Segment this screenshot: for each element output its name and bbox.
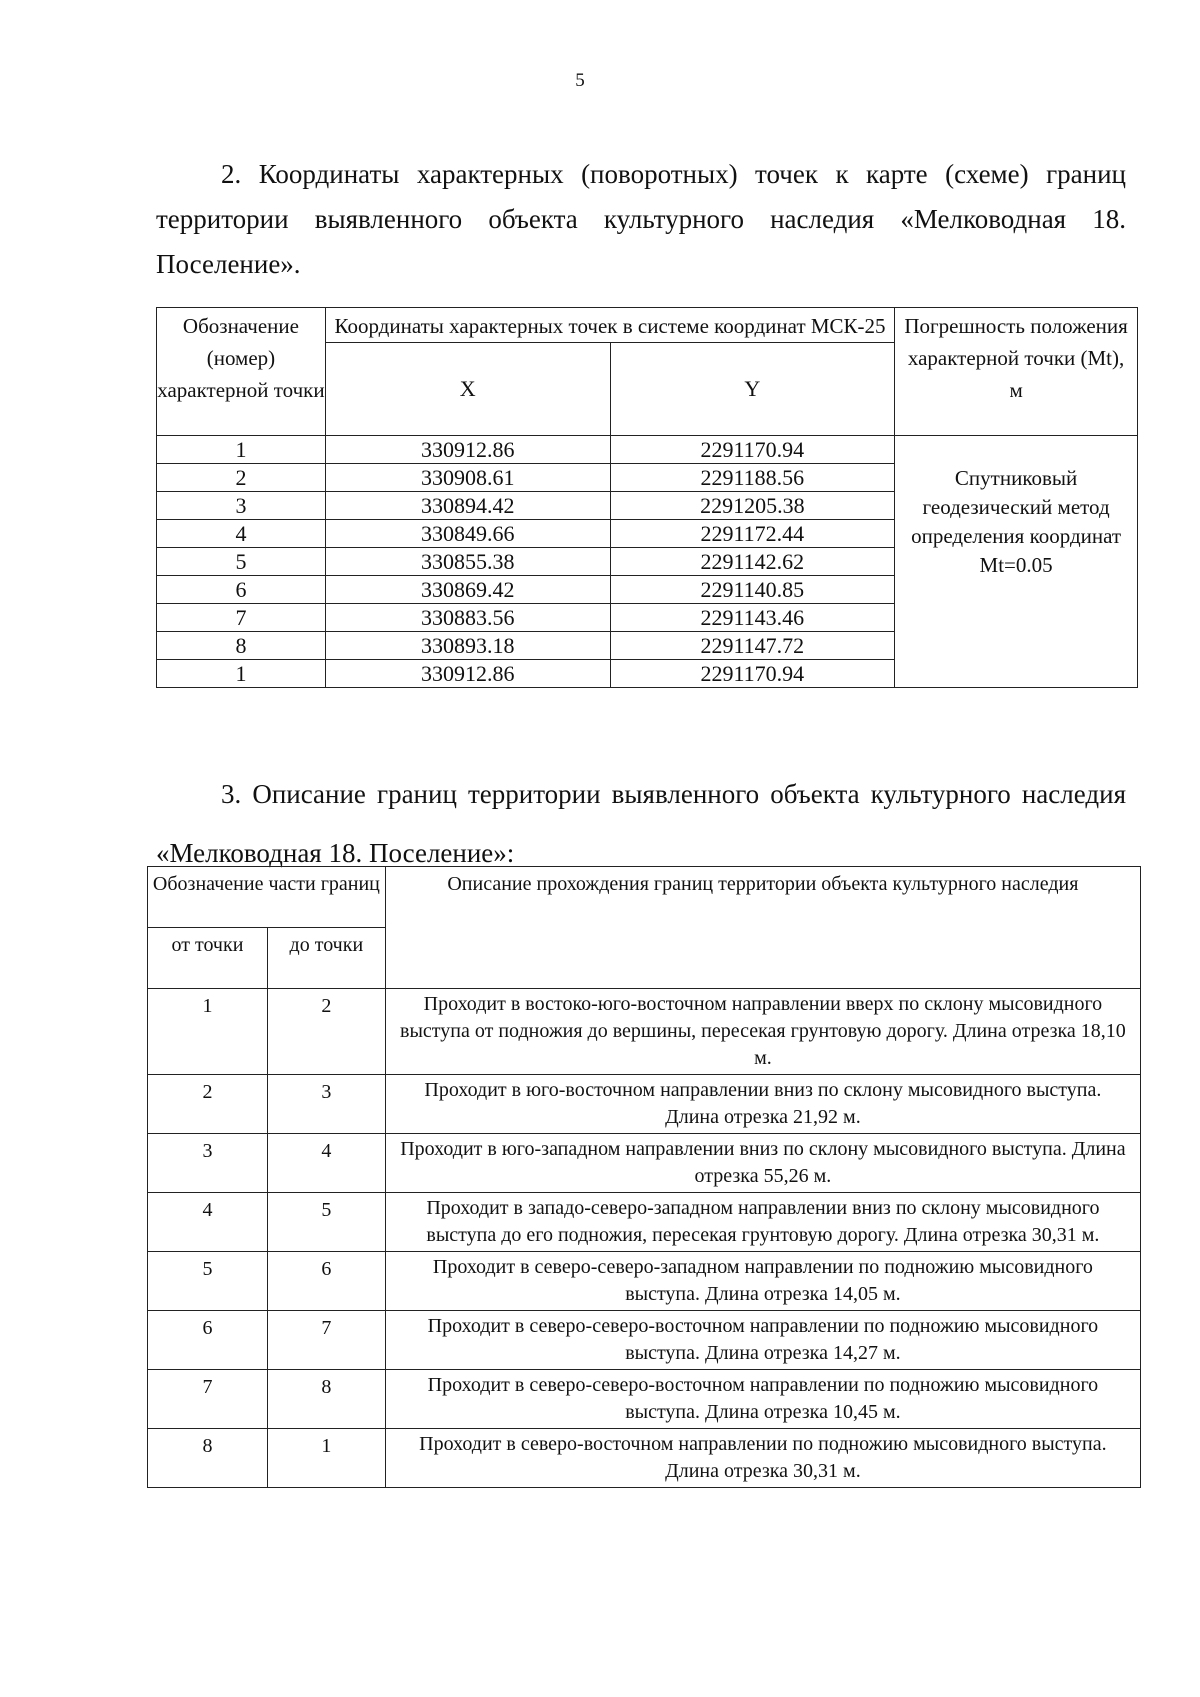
coord-x: 330912.86 (325, 436, 610, 464)
from-point: 2 (148, 1075, 268, 1134)
error-value: Спутниковый геодезический метод определения координат Mt=0.05 (895, 436, 1138, 688)
boundary-row (148, 1429, 1141, 1488)
to-point: 7 (267, 1311, 385, 1370)
point-number: 1 (157, 436, 326, 464)
page-number: 5 (575, 70, 585, 91)
segment-description: Проходит в востоко-юго-восточном направлении вверх по склону мысовидного выступа от подножия до вершины, пересекая грунтовую дорогу. Длина отрезка 18,10 м. (385, 989, 1140, 1075)
section-3-text: 3. Описание границ территории выявленного объекта культурного наследия «Мелководная 18. Поселение»: (156, 779, 1126, 868)
coord-y: 2291142.62 (610, 548, 895, 576)
point-number: 7 (157, 604, 326, 632)
segment-description: Проходит в юго-восточном направлении вниз по склону мысовидного выступа. Длина отрезка 21,92 м. (385, 1075, 1140, 1134)
coord-x: 330855.38 (325, 548, 610, 576)
section-2-heading (156, 152, 1126, 287)
from-point: 1 (148, 989, 268, 1075)
coord-x: 330893.18 (325, 632, 610, 660)
header-to: до точки (267, 928, 385, 989)
boundary-row (148, 1134, 1141, 1193)
segment-description: Проходит в северо-восточном направлении по подножию мысовидного выступа. Длина отрезка 30,31 м. (385, 1429, 1140, 1488)
coord-y: 2291188.56 (610, 464, 895, 492)
to-point: 2 (267, 989, 385, 1075)
from-point: 7 (148, 1370, 268, 1429)
coordinates-table (156, 307, 1138, 688)
segment-description: Проходит в западо-северо-западном направлении вниз по склону мысовидного выступа до его подножия, пересекая грунтовую дорогу. Длина отрезка 30,31 м. (385, 1193, 1140, 1252)
coord-x: 330869.42 (325, 576, 610, 604)
segment-description: Проходит в северо-северо-восточном направлении по подножию мысовидного выступа. Длина отрезка 10,45 м. (385, 1370, 1140, 1429)
coord-y: 2291205.38 (610, 492, 895, 520)
segment-description: Проходит в северо-северо-западном направлении по подножию мысовидного выступа. Длина отрезка 14,05 м. (385, 1252, 1140, 1311)
coord-y: 2291147.72 (610, 632, 895, 660)
coord-x: 330849.66 (325, 520, 610, 548)
from-point: 5 (148, 1252, 268, 1311)
header-coords: Координаты характерных точек в системе координат МСК-25 (325, 308, 894, 343)
to-point: 5 (267, 1193, 385, 1252)
section-2-text: 2. Координаты характерных (поворотных) точек к карте (схеме) границ территории выявленного объекта культурного наследия «Мелководная 18. Поселение». (156, 159, 1126, 279)
point-number: 3 (157, 492, 326, 520)
header-point: Обозначение (номер) характерной точки (157, 308, 326, 436)
coord-y: 2291143.46 (610, 604, 895, 632)
coord-y: 2291170.94 (610, 660, 895, 688)
from-point: 3 (148, 1134, 268, 1193)
to-point: 8 (267, 1370, 385, 1429)
to-point: 3 (267, 1075, 385, 1134)
from-point: 8 (148, 1429, 268, 1488)
coord-x: 330908.61 (325, 464, 610, 492)
header-error: Погрешность положения характерной точки (Mt), м (895, 308, 1138, 436)
coord-y: 2291140.85 (610, 576, 895, 604)
to-point: 4 (267, 1134, 385, 1193)
boundary-row (148, 1252, 1141, 1311)
point-number: 8 (157, 632, 326, 660)
boundary-row (148, 1075, 1141, 1134)
segment-description: Проходит в северо-северо-восточном направлении по подножию мысовидного выступа. Длина отрезка 14,27 м. (385, 1311, 1140, 1370)
boundary-description-table (147, 866, 1141, 1488)
point-number: 5 (157, 548, 326, 576)
coord-y: 2291172.44 (610, 520, 895, 548)
header-y: Y (610, 343, 895, 436)
boundary-row (148, 1193, 1141, 1252)
coords-row (157, 436, 1138, 464)
boundary-row (148, 1311, 1141, 1370)
header-part: Обозначение части границ (148, 867, 386, 928)
coord-y: 2291170.94 (610, 436, 895, 464)
from-point: 6 (148, 1311, 268, 1370)
point-number: 2 (157, 464, 326, 492)
point-number: 6 (157, 576, 326, 604)
from-point: 4 (148, 1193, 268, 1252)
boundary-row (148, 1370, 1141, 1429)
to-point: 1 (267, 1429, 385, 1488)
to-point: 6 (267, 1252, 385, 1311)
segment-description: Проходит в юго-западном направлении вниз по склону мысовидного выступа. Длина отрезка 55,26 м. (385, 1134, 1140, 1193)
boundary-row (148, 989, 1141, 1075)
coord-x: 330883.56 (325, 604, 610, 632)
coord-x: 330912.86 (325, 660, 610, 688)
point-number: 1 (157, 660, 326, 688)
header-from: от точки (148, 928, 268, 989)
point-number: 4 (157, 520, 326, 548)
coord-x: 330894.42 (325, 492, 610, 520)
header-description: Описание прохождения границ территории объекта культурного наследия (385, 867, 1140, 989)
header-x: X (325, 343, 610, 436)
